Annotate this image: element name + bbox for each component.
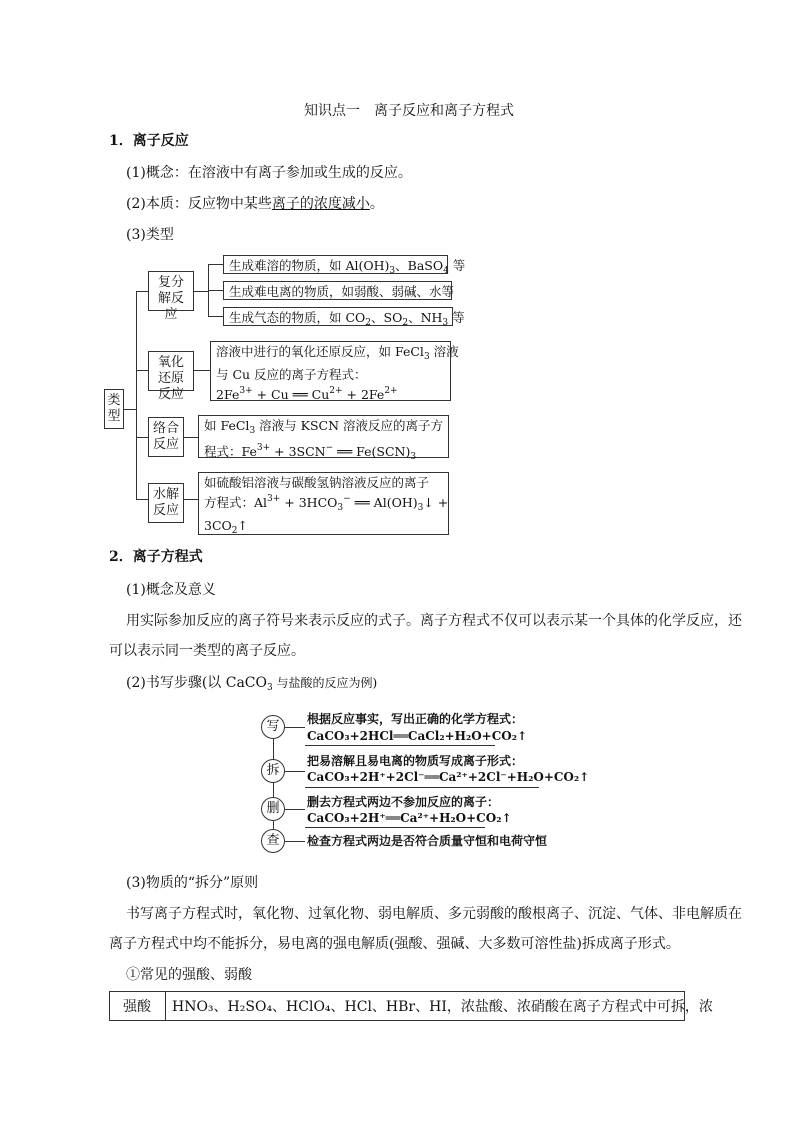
connector <box>136 437 148 438</box>
sub: 3 <box>337 503 344 513</box>
g4-content <box>198 472 449 535</box>
step-equation: CaCO₃+2HCl══CaCl₂+H₂O+CO₂↑ <box>307 729 528 743</box>
step-circle: 拆 <box>261 759 285 783</box>
sub: 2 <box>365 318 372 328</box>
step-text: 检查方程式两边是否符合质量守恒和电荷守恒 <box>307 834 548 848</box>
text: 溶液与 KSCN 溶液反应的离子方 <box>255 418 443 433</box>
s3-p4: ①常见的强酸、弱酸 <box>126 967 252 983</box>
sup: 3+ <box>239 386 253 396</box>
connector <box>136 370 148 371</box>
group-double-decomposition <box>148 271 194 322</box>
sub: 2 <box>402 318 409 328</box>
text: + 2Fe <box>342 387 385 402</box>
essence-post: 。 <box>369 196 384 212</box>
step-text: 删去方程式两边不参加反应的离子： <box>307 795 500 809</box>
connector <box>285 771 305 772</box>
connector <box>184 499 198 500</box>
sub: 3 <box>442 318 449 328</box>
group-label: 复分解反应 <box>157 275 184 322</box>
g1-item-2 <box>223 281 455 300</box>
g1-item-3 <box>223 307 465 328</box>
essence-pre: (2)本质：反应物中某些 <box>126 196 272 212</box>
sup: − <box>343 494 351 504</box>
essence-line <box>126 196 384 212</box>
concept-line: (1)概念：在溶液中有离子参加或生成的反应。 <box>126 165 412 181</box>
g2-content <box>210 341 459 402</box>
text: 如硫酸铝溶液与碳酸氢钠溶液反应的离子 <box>204 475 430 490</box>
text: (2)书写步骤(以 CaCO <box>126 675 267 691</box>
section-1-heading: 1．离子反应 <box>109 133 189 149</box>
table-divider <box>165 992 166 1020</box>
sup: − <box>325 443 334 453</box>
underline <box>305 745 495 746</box>
group-label: 氧化还原反应 <box>157 355 184 402</box>
text: 生成难溶的物质，如 Al(OH) <box>229 258 390 273</box>
connector <box>136 291 137 499</box>
sup: 3+ <box>256 443 271 453</box>
connector <box>208 264 223 265</box>
text: 2Fe <box>216 387 240 402</box>
text: 程式：Fe <box>204 444 257 459</box>
text: ══ Fe(SCN) <box>333 444 411 459</box>
connector <box>136 499 148 500</box>
text: 如 FeCl <box>204 418 250 433</box>
connector <box>194 370 210 371</box>
connector <box>285 727 305 728</box>
sup: 2+ <box>384 386 398 396</box>
connector <box>184 437 198 438</box>
essence-underlined: 离子的浓度减小 <box>271 196 370 212</box>
connector <box>194 291 208 292</box>
g3-content <box>198 415 449 462</box>
step-text: 根据反应事实，写出正确的化学方程式： <box>307 712 524 726</box>
connector <box>285 841 305 842</box>
step-circle: 写 <box>261 715 285 739</box>
text: ↓ + <box>423 495 449 510</box>
text: 3CO <box>204 518 232 533</box>
table-cell-content: HNO₃、H₂SO₄、HClO₄、HCl、HBr、HI，浓盐酸、浓硝酸在离子方程式中可拆，浓 <box>172 999 713 1015</box>
group-complexation <box>148 417 184 457</box>
s3-p1: (3)物质的“拆分”原则 <box>126 875 259 891</box>
page-title: 知识点一 离子反应和离子方程式 <box>304 103 514 119</box>
diagram-root-label: 类型 <box>107 393 121 424</box>
connector <box>285 809 305 810</box>
text: 、BaSO <box>395 258 444 273</box>
sub: 4 <box>443 266 449 276</box>
underline <box>305 787 539 788</box>
s2-p4 <box>126 675 377 696</box>
connector <box>208 290 223 291</box>
connector <box>208 316 223 317</box>
group-label: 水解反应 <box>153 487 180 518</box>
s2-p2: 用实际参加反应的离子符号来表示反应的式子。离子方程式不仅可以表示某一个具体的化学反应，还 <box>126 613 742 629</box>
text: 生成难电离的物质，如弱酸、弱碱、水等 <box>229 284 455 299</box>
text: 等 <box>448 258 466 273</box>
text: 方程式：Al <box>204 495 268 510</box>
s3-p2: 书写离子方程式时，氧化物、过氧化物、弱电解质、多元弱酸的酸根离子、沉淀、气体、非电解质在 <box>126 906 742 922</box>
group-label: 络合反应 <box>153 421 180 452</box>
text: 与 Cu 反应的离子方程式： <box>216 367 367 382</box>
sup: 2+ <box>329 386 343 396</box>
acid-table <box>109 991 713 1021</box>
step-text: 把易溶解且易电离的物质写成离子形式： <box>307 754 524 768</box>
step-equation: CaCO₃+2H⁺══Ca²⁺+H₂O+CO₂↑ <box>307 811 512 825</box>
text: 等 <box>448 310 465 325</box>
sub: 3 <box>389 266 396 276</box>
s2-p3: 可以表示同一类型的离子反应。 <box>109 643 305 659</box>
step-circle: 查 <box>261 829 285 853</box>
connector <box>136 291 148 292</box>
section-2-heading: 2．离子方程式 <box>109 549 203 565</box>
sub: 3 <box>267 683 273 693</box>
text: 、NH <box>408 310 443 325</box>
connector <box>124 409 136 410</box>
text: ══ Al(OH) <box>350 495 418 510</box>
s2-p1: (1)概念及意义 <box>126 582 216 598</box>
group-redox <box>148 351 194 402</box>
step-equation: CaCO₃+2H⁺+2Cl⁻══Ca²⁺+2Cl⁻+H₂O+CO₂↑ <box>307 770 590 784</box>
text: 生成气态的物质，如 CO <box>229 310 366 325</box>
table-cell-label: 强酸 <box>123 999 151 1015</box>
sup: 3+ <box>267 494 281 504</box>
text: 溶液 <box>429 344 459 359</box>
types-label: (3)类型 <box>126 227 174 243</box>
s3-p3: 离子方程式中均不能拆分，易电离的强电解质(强酸、强碱、大多数可溶性盐)拆成离子形式。 <box>109 936 680 952</box>
text: + Cu ══ Cu <box>252 387 330 402</box>
underline <box>305 827 485 828</box>
text: ↑ <box>237 518 248 533</box>
text: 溶液中进行的氧化还原反应，如 FeCl <box>216 344 424 359</box>
text: + 3HCO <box>280 495 338 510</box>
group-hydrolysis <box>148 483 184 523</box>
g1-item-1 <box>223 255 466 276</box>
sub: 3 <box>410 452 417 462</box>
text: 与盐酸的反应为例) <box>272 676 378 690</box>
diagram-root-box <box>104 389 124 429</box>
sub: 3 <box>423 352 430 362</box>
text: + 3SCN <box>270 444 326 459</box>
step-circle: 删 <box>261 797 285 821</box>
sub: 3 <box>249 426 256 436</box>
text: 、SO <box>371 310 403 325</box>
sub: 3 <box>417 503 424 513</box>
sub: 2 <box>231 526 238 536</box>
